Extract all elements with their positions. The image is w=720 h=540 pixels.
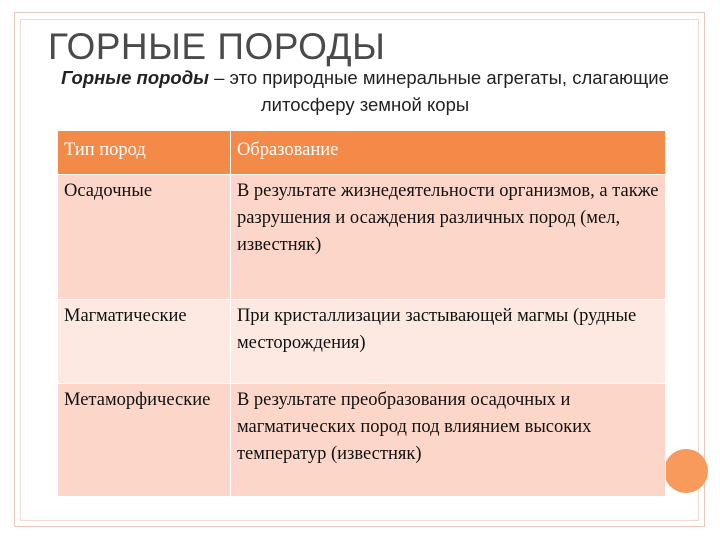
decorative-circle (664, 449, 708, 493)
cell-rock-type: Метаморфические (58, 384, 231, 497)
definition-term: Горные породы (61, 67, 209, 88)
table-header-row (58, 131, 666, 175)
table-row (58, 300, 666, 384)
definition-text (60, 64, 670, 118)
cell-formation: В результате преобразования осадочных и магматических пород под влиянием высоких температур (известняк) (230, 384, 665, 497)
definition-body: – это природные минеральные агрегаты, слагающие литосферу земной коры (208, 67, 669, 115)
slide-title: ГОРНЫЕ ПОРОДЫ (48, 26, 386, 67)
table-row (58, 384, 666, 497)
table-row (58, 175, 666, 300)
header-formation: Образование (230, 131, 665, 175)
cell-rock-type: Магматические (58, 300, 231, 384)
cell-rock-type: Осадочные (58, 175, 231, 300)
cell-formation: При кристаллизации застывающей магмы (рудные месторождения) (230, 300, 665, 384)
header-rock-type: Тип пород (58, 131, 231, 175)
rock-types-table (57, 130, 666, 497)
cell-formation: В результате жизнедеятельности организмов, а также разрушения и осаждения различных пород (мел, известняк) (230, 175, 665, 300)
